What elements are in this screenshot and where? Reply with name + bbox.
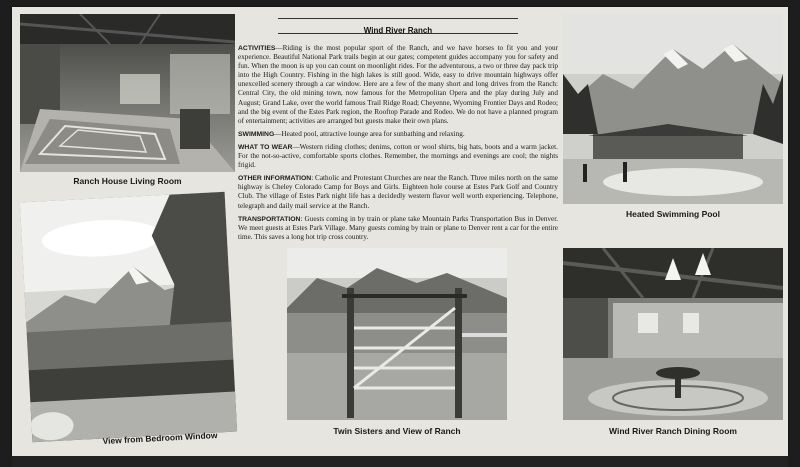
twin-sisters-photo — [287, 248, 507, 420]
section-transportation: TRANSPORTATION: Guests coming in by train or plane take Mountain Parks Transportation Bus in Denver. We meet guests at Estes Park Village. Many guests coming by train or plane to Denver rent a car for the entire time. This saves a long hot trip cross country. — [238, 214, 558, 241]
bedroom-window-photo-wrap — [20, 192, 237, 442]
bedroom-window-photo — [20, 192, 237, 442]
scan-bottom-edge — [12, 456, 788, 467]
living-room-caption: Ranch House Living Room — [73, 176, 182, 186]
section-other-information: OTHER INFORMATION: Catholic and Protestant Churches are near the Ranch. Three miles north on the same highway is Cheley Colorado Camp for Boys and Girls. Eighteen hole course at Estes Park Golf and Country Club. The village of Estes Park night life has a decidedly western flavor well worth experiencing. Telephone, telegraph and daily mail service at the Ranch. — [238, 174, 558, 210]
dining-room-caption: Wind River Ranch Dining Room — [609, 426, 737, 436]
twin-sisters-caption: Twin Sisters and View of Ranch — [333, 426, 461, 436]
swimming-pool-photo — [563, 14, 783, 204]
bedroom-window-caption: View from Bedroom Window — [102, 429, 218, 447]
section-swimming: SWIMMING—Heated pool, attractive lounge area for sunbathing and relaxing. — [238, 129, 465, 138]
section-what-to-wear: WHAT TO WEAR—Western riding clothes; denims, cotton or wool shirts, big hats, boots and a warm jacket. For the not-so-active, comfortable sports clothes. Remember, the mornings and evenings are cool; the nights frigid. — [238, 142, 558, 170]
living-room-photo — [20, 14, 235, 172]
brochure-title: Wind River Ranch — [363, 26, 433, 35]
brochure-text — [238, 44, 558, 246]
section-activities: ACTIVITIES—Riding is the most popular sport of the Ranch, and we have horses to fit you and your experience. Beautiful National Park trails begin at our gates; competent guides accompany you for safety and fun. When the moon is up you can count on moonlight rides. For the adventurous, a two or three day pack trip into the High Country. Fishing in the high lakes is still good. Wide, easy to drive mountain highways offer unexcelled scenery through a car window. Here are a few of the many short and long drives from the Ranch: Central City, the old mining town, now famous for the Metropolitan Opera and the play during July and August; Grand Lake, over the world famous Trail Ridge Road; Cheyenne, Wyoming Frontier Days and Rodeo; and the big event of the Estes Park region, the Rooftop Parade and Rodeo. We do not have a planned program of entertainment; activities are arranged but guests make their own plans. — [238, 44, 558, 125]
swimming-pool-caption: Heated Swimming Pool — [626, 209, 720, 219]
dining-room-photo — [563, 248, 783, 420]
brochure-title-box — [278, 18, 518, 34]
